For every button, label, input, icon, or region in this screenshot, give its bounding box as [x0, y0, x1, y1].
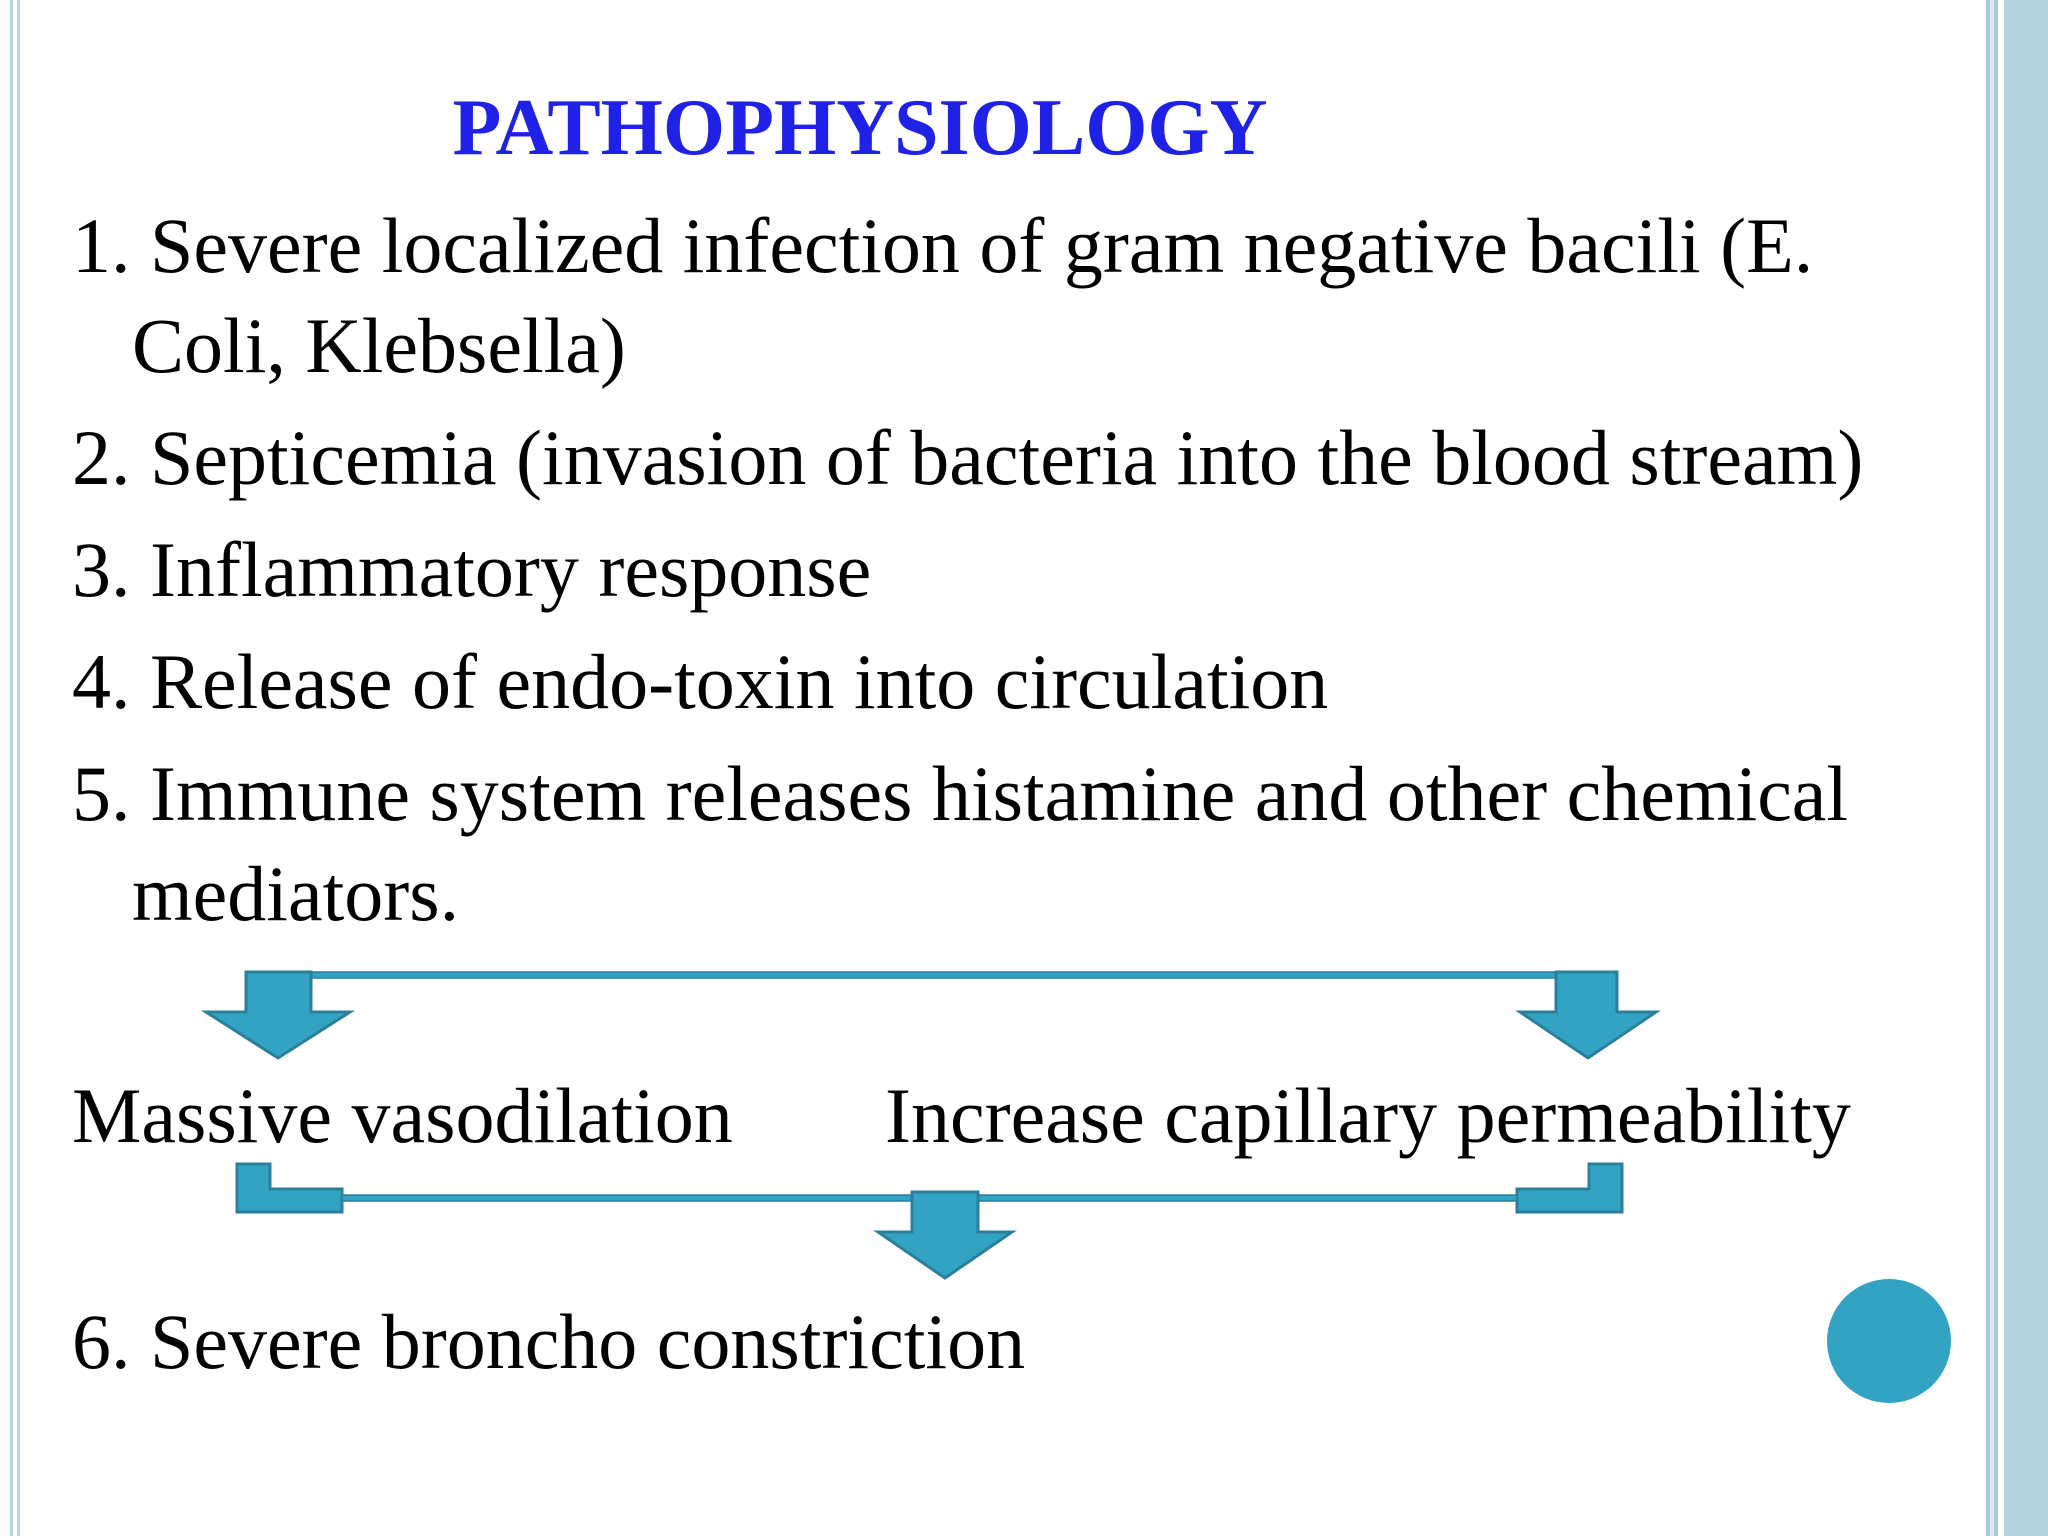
slide-title: PATHOPHYSIOLOGY	[452, 84, 1268, 172]
list-item-5-line1: 5. Immune system releases histamine and other chemical	[72, 750, 1849, 837]
list-item-4	[72, 632, 1972, 732]
final-step-label: 6. Severe broncho constriction	[72, 1298, 1026, 1385]
list-item-2	[72, 408, 1972, 508]
top-connector-line	[280, 972, 1617, 978]
right-elbow-connector	[1517, 1164, 1622, 1212]
list-item-4-line1: 4. Release of endo-toxin into circulation	[72, 638, 1329, 725]
list-item-2-line1: 2. Septicemia (invasion of bacteria into the blood stream)	[72, 414, 1864, 501]
list-item-3-line1: 3. Inflammatory response	[72, 526, 872, 613]
list-item-5	[72, 744, 1972, 944]
left-frame-decoration	[0, 0, 26, 1536]
accent-circle-decoration	[1827, 1279, 1951, 1403]
right-down-arrow	[1520, 972, 1656, 1058]
list-item-1-line1: 1. Severe localized infection of gram negative bacili (E.	[72, 202, 1814, 289]
center-down-arrow	[878, 1192, 1012, 1278]
right-frame-decoration	[1972, 0, 2048, 1536]
left-elbow-connector	[237, 1164, 342, 1212]
list-item-1-line2: Coli, Klebsella)	[132, 302, 626, 389]
massive-vasodilation-label: Massive vasodilation	[72, 1072, 733, 1159]
bottom-connector-line	[342, 1195, 1517, 1201]
list-item-3	[72, 520, 1972, 620]
list-item-5-line2: mediators.	[132, 850, 460, 937]
list-item-1	[72, 196, 1972, 396]
capillary-permeability-label: Increase capillary permeability	[885, 1072, 1851, 1159]
left-down-arrow	[206, 972, 350, 1058]
